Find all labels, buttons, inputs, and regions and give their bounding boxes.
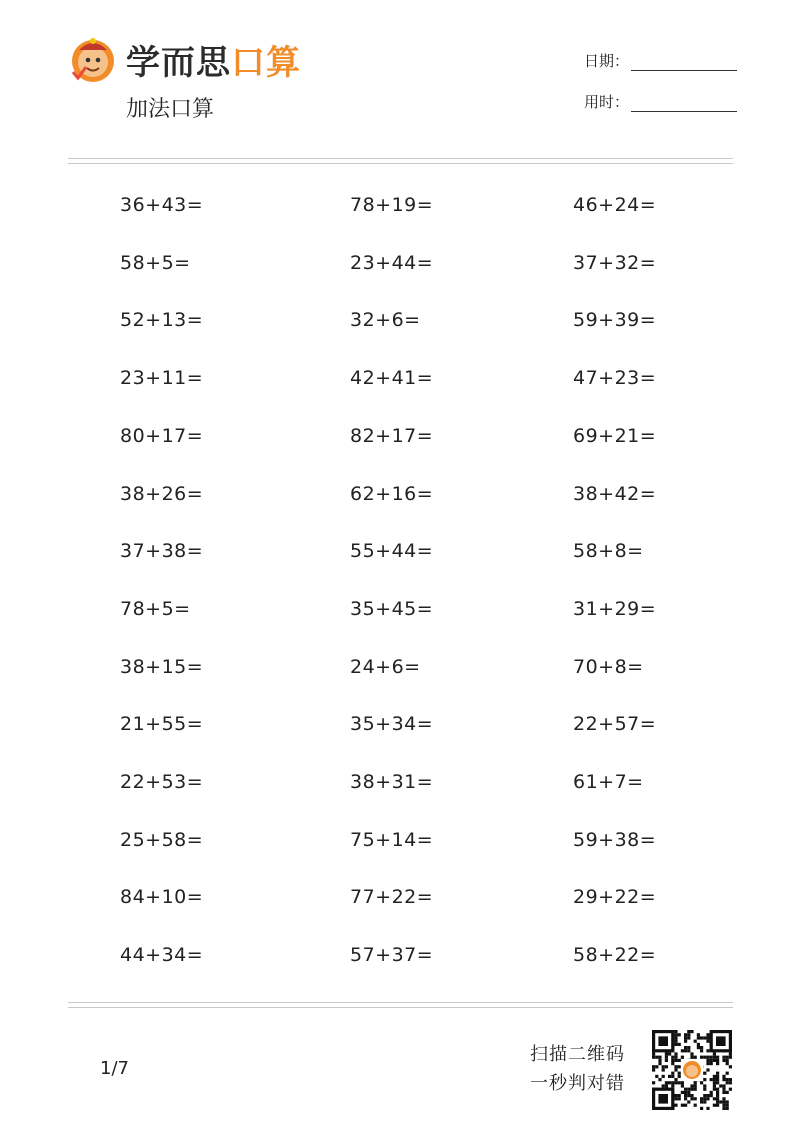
math-problem: 29+22= bbox=[573, 886, 657, 908]
math-problem: 58+5= bbox=[120, 252, 191, 274]
math-problem: 58+22= bbox=[573, 944, 657, 966]
math-problem: 84+10= bbox=[120, 886, 204, 908]
math-problem: 58+8= bbox=[573, 540, 644, 562]
math-problem: 23+44= bbox=[350, 252, 434, 274]
brand-main: 学而思 bbox=[126, 42, 231, 83]
qr-code-icon[interactable] bbox=[652, 1030, 732, 1110]
worksheet-title: 加法口算 bbox=[126, 97, 215, 122]
math-problem: 38+26= bbox=[120, 483, 204, 505]
math-problem: 22+57= bbox=[573, 713, 657, 735]
math-problem: 35+34= bbox=[350, 713, 434, 735]
math-problem: 42+41= bbox=[350, 367, 434, 389]
math-problem: 78+5= bbox=[120, 598, 191, 620]
math-problem: 25+58= bbox=[120, 829, 204, 851]
math-problem: 47+23= bbox=[573, 367, 657, 389]
date-label: 日期： bbox=[584, 52, 630, 70]
math-problem: 69+21= bbox=[573, 425, 657, 447]
math-problem: 37+38= bbox=[120, 540, 204, 562]
math-problem: 59+38= bbox=[573, 829, 657, 851]
time-label: 用时： bbox=[584, 93, 630, 111]
math-problem: 70+8= bbox=[573, 656, 644, 678]
math-problem: 24+6= bbox=[350, 656, 421, 678]
math-problem: 46+24= bbox=[573, 194, 657, 216]
math-problem: 36+43= bbox=[120, 194, 204, 216]
math-problem: 78+19= bbox=[350, 194, 434, 216]
math-problem: 32+6= bbox=[350, 309, 421, 331]
math-problem: 82+17= bbox=[350, 425, 434, 447]
math-problem: 75+14= bbox=[350, 829, 434, 851]
math-problem: 22+53= bbox=[120, 771, 204, 793]
bottom-divider-inner bbox=[68, 1007, 733, 1008]
math-problem: 61+7= bbox=[573, 771, 644, 793]
scan-line-2: 一秒判对错 bbox=[530, 1073, 625, 1094]
math-problem: 21+55= bbox=[120, 713, 204, 735]
math-problem: 38+15= bbox=[120, 656, 204, 678]
math-problem: 80+17= bbox=[120, 425, 204, 447]
math-problem: 38+42= bbox=[573, 483, 657, 505]
math-problem: 57+37= bbox=[350, 944, 434, 966]
bottom-divider bbox=[68, 1002, 733, 1003]
math-problem: 59+39= bbox=[573, 309, 657, 331]
math-problem: 37+32= bbox=[573, 252, 657, 274]
scan-line-1: 扫描二维码 bbox=[530, 1044, 625, 1065]
math-problem: 52+13= bbox=[120, 309, 204, 331]
math-problem: 31+29= bbox=[573, 598, 657, 620]
page-number: 1/7 bbox=[100, 1058, 129, 1079]
brand-accent: 口算 bbox=[231, 42, 301, 83]
math-problem: 23+11= bbox=[120, 367, 204, 389]
math-problem: 55+44= bbox=[350, 540, 434, 562]
scan-instruction bbox=[530, 1040, 625, 1098]
math-problem: 38+31= bbox=[350, 771, 434, 793]
math-problem: 62+16= bbox=[350, 483, 434, 505]
math-problem: 77+22= bbox=[350, 886, 434, 908]
math-problem: 44+34= bbox=[120, 944, 204, 966]
math-problem: 35+45= bbox=[350, 598, 434, 620]
